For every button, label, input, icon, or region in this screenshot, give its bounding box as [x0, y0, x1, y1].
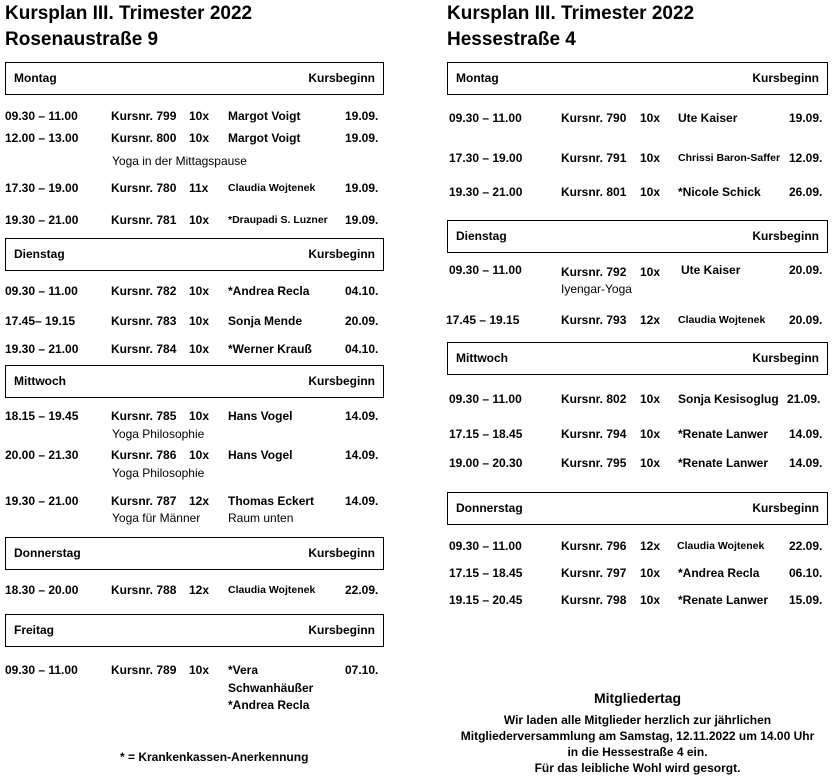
course-row — [449, 111, 829, 127]
course-row — [5, 583, 385, 599]
course-row — [5, 663, 385, 679]
course-nr: Kursnr. 783 — [111, 314, 177, 328]
kursbeginn-label: Kursbeginn — [752, 229, 819, 243]
course-nr: Kursnr. 785 — [111, 409, 177, 423]
count: 10x — [640, 111, 661, 125]
course-nr: Kursnr. 801 — [561, 185, 627, 199]
teacher: *Andrea Recla — [678, 566, 760, 580]
teacher: *Renate Lanwer — [678, 427, 769, 441]
time: 20.00 – 21.30 — [5, 448, 79, 462]
course-nr: Kursnr. 790 — [561, 111, 627, 125]
count: 10x — [640, 427, 661, 441]
day-name: Montag — [14, 71, 57, 85]
count: 12x — [189, 583, 210, 597]
time: 09.30 – 11.00 — [449, 111, 522, 125]
start-date: 12.09. — [789, 151, 823, 165]
start-date: 14.09. — [345, 409, 379, 423]
teacher: Margot Voigt — [228, 131, 301, 145]
day-name: Donnerstag — [456, 501, 523, 515]
time: 17.15 – 18.45 — [449, 427, 523, 441]
teacher: Hans Vogel — [228, 409, 293, 423]
course-row — [449, 593, 829, 609]
day-header-donnerstag — [5, 537, 384, 570]
course-row — [5, 109, 385, 125]
teacher: Sonja Mende — [228, 314, 303, 328]
course-note: Iyengar-Yoga — [561, 282, 632, 296]
course-nr: Kursnr. 799 — [111, 109, 177, 123]
start-date: 22.09. — [345, 583, 379, 597]
count: 10x — [640, 265, 661, 279]
member-day-title: Mitgliedertag — [593, 690, 682, 706]
start-date: 14.09. — [345, 494, 379, 508]
course-nr: Kursnr. 788 — [111, 583, 177, 597]
course-nr: Kursnr. 787 — [111, 494, 177, 508]
course-nr: Kursnr. 781 — [111, 213, 177, 227]
right-address: Hessestraße 4 — [447, 29, 576, 50]
course-row — [5, 342, 385, 358]
course-row — [449, 185, 829, 201]
start-date: 04.10. — [345, 284, 379, 298]
day-header-mittwoch — [447, 342, 828, 375]
course-nr: Kursnr. 798 — [561, 593, 627, 607]
course-nr: Kursnr. 793 — [561, 313, 627, 327]
day-header-montag — [5, 62, 384, 95]
day-name: Mittwoch — [456, 351, 508, 365]
time: 18.15 – 19.45 — [5, 409, 79, 423]
time: 12.00 – 13.00 — [5, 131, 79, 145]
count: 10x — [189, 213, 210, 227]
count: 10x — [189, 284, 210, 298]
course-nr: Kursnr. 784 — [111, 342, 177, 356]
time: 19.30 – 21.00 — [5, 342, 79, 356]
start-date: 19.09. — [789, 111, 823, 125]
teacher: *Andrea Recla — [228, 284, 310, 298]
course-row — [5, 213, 385, 229]
course-row — [5, 181, 385, 197]
count: 10x — [189, 342, 210, 356]
day-name: Donnerstag — [14, 546, 81, 560]
teacher: Thomas Eckert — [228, 494, 315, 508]
kursbeginn-label: Kursbeginn — [308, 247, 375, 261]
count: 12x — [640, 539, 661, 553]
teacher: *Nicole Schick — [678, 185, 761, 199]
time: 17.30 – 19.00 — [5, 181, 79, 195]
start-date: 14.09. — [345, 448, 379, 462]
start-date: 06.10. — [789, 566, 823, 580]
course-nr: Kursnr. 802 — [561, 392, 627, 406]
count: 10x — [640, 151, 661, 165]
count: 10x — [640, 593, 661, 607]
course-nr: Kursnr. 794 — [561, 427, 627, 441]
start-date: 19.09. — [345, 109, 379, 123]
day-header-montag — [447, 62, 828, 95]
course-note: Yoga Philosophie — [112, 427, 205, 441]
day-header-dienstag — [5, 238, 384, 271]
day-name: Dienstag — [456, 229, 507, 243]
course-row — [449, 539, 829, 555]
kursbeginn-label: Kursbeginn — [308, 623, 375, 637]
course-nr: Kursnr. 791 — [561, 151, 627, 165]
start-date: 20.09. — [345, 314, 379, 328]
course-row — [449, 263, 829, 279]
course-nr: Kursnr. 800 — [111, 131, 177, 145]
course-nr: Kursnr. 797 — [561, 566, 627, 580]
teacher-line — [228, 698, 368, 714]
day-header-freitag — [5, 614, 384, 647]
course-row — [449, 456, 829, 472]
teacher: *Renate Lanwer — [678, 593, 769, 607]
course-row — [5, 284, 385, 300]
time: 19.30 – 21.00 — [449, 185, 523, 199]
course-row — [5, 494, 385, 510]
course-row — [5, 409, 385, 425]
time: 09.30 – 11.00 — [5, 109, 78, 123]
left-title: Kursplan III. Trimester 2022 — [5, 3, 253, 24]
teacher: *Renate Lanwer — [678, 456, 769, 470]
course-note: Yoga in der Mittagspause — [112, 154, 247, 168]
course-nr: Kursnr. 795 — [561, 456, 627, 470]
course-row — [5, 448, 385, 464]
start-date: 20.09. — [789, 313, 823, 327]
teacher: Hans Vogel — [228, 448, 293, 462]
time: 09.30 – 11.00 — [449, 539, 522, 553]
time: 17.30 – 19.00 — [449, 151, 523, 165]
kursbeginn-label: Kursbeginn — [752, 501, 819, 515]
start-date: 14.09. — [789, 456, 823, 470]
teacher: Claudia Wojtenek — [228, 182, 316, 194]
teacher: Claudia Wojtenek — [677, 540, 765, 552]
time: 09.30 – 11.00 — [5, 663, 78, 677]
count: 10x — [189, 663, 210, 677]
count: 10x — [189, 131, 210, 145]
time: 09.30 – 11.00 — [449, 392, 522, 406]
count: 10x — [640, 566, 661, 580]
course-nr: Kursnr. 789 — [111, 663, 177, 677]
right-title: Kursplan III. Trimester 2022 — [447, 3, 695, 24]
count: 12x — [189, 494, 210, 508]
legend-note: * = Krankenkassen-Anerkennung — [120, 750, 309, 764]
start-date: 19.09. — [345, 131, 379, 145]
time: 19.15 – 20.45 — [449, 593, 523, 607]
count: 10x — [640, 185, 661, 199]
member-line: Mitgliederversammlung am Samstag, 12.11.2022 um 14.00 Uhr — [460, 729, 815, 743]
time: 19.30 – 21.00 — [5, 494, 79, 508]
course-nr: Kursnr. 782 — [111, 284, 177, 298]
time: 09.30 – 11.00 — [5, 284, 78, 298]
count: 10x — [189, 409, 210, 423]
teacher: *Draupadi S. Luzner — [228, 214, 328, 226]
course-row — [446, 313, 829, 329]
start-date: 15.09. — [789, 593, 823, 607]
time: 17.45– 19.15 — [5, 314, 76, 328]
teacher: Margot Voigt — [228, 109, 301, 123]
day-name: Freitag — [14, 623, 55, 637]
course-nr: Kursnr. 786 — [111, 448, 177, 462]
count: 10x — [189, 314, 210, 328]
count: 10x — [189, 109, 210, 123]
start-date: 22.09. — [789, 539, 823, 553]
member-line: Für das leibliche Wohl wird gesorgt. — [534, 761, 741, 775]
teacher: Ute Kaiser — [678, 111, 738, 125]
count: 10x — [640, 456, 661, 470]
count: 10x — [189, 448, 210, 462]
day-name: Montag — [456, 71, 499, 85]
teacher: Chrissi Baron-Saffer — [678, 152, 781, 164]
start-date: 20.09. — [789, 263, 823, 277]
day-name: Dienstag — [14, 247, 65, 261]
day-header-dienstag — [447, 220, 828, 253]
count: 10x — [640, 392, 661, 406]
left-address: Rosenaustraße 9 — [5, 29, 159, 50]
start-date: 07.10. — [345, 663, 379, 677]
day-header-donnerstag — [447, 492, 828, 525]
time: 17.15 – 18.45 — [449, 566, 523, 580]
course-note: Yoga für Männer — [112, 511, 201, 525]
start-date: 14.09. — [789, 427, 823, 441]
time: 18.30 – 20.00 — [5, 583, 79, 597]
start-date: 04.10. — [345, 342, 379, 356]
kursbeginn-label: Kursbeginn — [308, 374, 375, 388]
day-header-mittwoch — [5, 365, 384, 398]
course-nr: Kursnr. 796 — [561, 539, 627, 553]
kursbeginn-label: Kursbeginn — [752, 351, 819, 365]
member-line: Wir laden alle Mitglieder herzlich zur jährlichen — [503, 713, 772, 727]
teacher: *Vera — [228, 663, 259, 677]
start-date: 19.09. — [345, 181, 379, 195]
course-row — [449, 566, 829, 582]
course-nr: Kursnr. 780 — [111, 181, 177, 195]
time: 19.00 – 20.30 — [449, 456, 523, 470]
teacher: *Andrea Recla — [228, 698, 310, 712]
teacher: Schwanhäußer — [228, 681, 314, 695]
time: 09.30 – 11.00 — [449, 263, 522, 277]
start-date: 19.09. — [345, 213, 379, 227]
course-row — [449, 392, 829, 408]
teacher: Claudia Wojtenek — [228, 584, 316, 596]
teacher: Ute Kaiser — [681, 263, 741, 277]
teacher: Sonja Kesisoglug — [678, 392, 779, 406]
course-row — [5, 314, 385, 330]
course-row — [5, 131, 385, 147]
time: 19.30 – 21.00 — [5, 213, 79, 227]
course-nr: Kursnr. 792 — [561, 265, 627, 279]
teacher: Claudia Wojtenek — [678, 314, 766, 326]
course-row — [449, 427, 829, 443]
kursbeginn-label: Kursbeginn — [308, 546, 375, 560]
course-note: Yoga Philosophie — [112, 466, 205, 480]
course-row — [449, 151, 829, 167]
room-note: Raum unten — [228, 511, 294, 525]
member-line: in die Hessestraße 4 ein. — [567, 745, 708, 759]
count: 12x — [640, 313, 661, 327]
teacher: *Werner Krauß — [228, 342, 312, 356]
teacher-line — [228, 681, 368, 697]
kursbeginn-label: Kursbeginn — [752, 71, 819, 85]
count: 11x — [189, 181, 209, 195]
start-date: 26.09. — [789, 185, 823, 199]
start-date: 21.09. — [787, 392, 821, 406]
day-name: Mittwoch — [14, 374, 66, 388]
time: 17.45 – 19.15 — [446, 313, 520, 327]
kursbeginn-label: Kursbeginn — [308, 71, 375, 85]
